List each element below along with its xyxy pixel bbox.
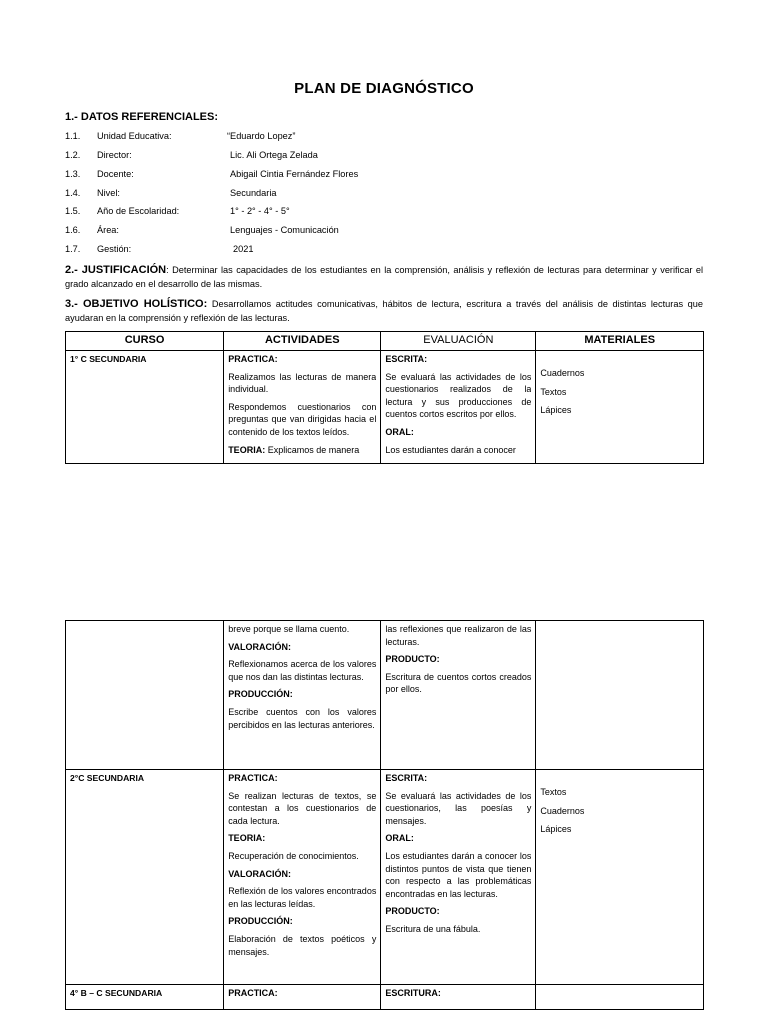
ref-num: 1.7. <box>65 244 81 254</box>
datos-heading: 1.- DATOS REFERENCIALES: <box>65 111 218 123</box>
ref-label: Docente: <box>97 169 134 179</box>
evaluacion-cell <box>381 770 536 985</box>
curso-cell <box>66 770 224 985</box>
teoria-line <box>228 444 376 457</box>
produccion-label: PRODUCCIÓN: <box>228 689 293 700</box>
activity-text: Elaboración de textos poéticos y mensajes. <box>228 933 377 957</box>
ref-label: Director: <box>97 150 132 160</box>
activity-text: breve porque se llama cuento. <box>228 624 350 634</box>
ref-num: 1.5. <box>65 206 81 216</box>
objetivo-text: Desarrollamos actitudes comunicativas, hábitos de lectura, escritura a través del análisis de distintas lecturas que ayudaran en la comprensión y reflexión de las lecturas. <box>65 299 703 323</box>
ref-num: 1.3. <box>65 169 81 179</box>
escrita-label: ESCRITA: <box>385 773 428 783</box>
header-actividades: ACTIVIDADES <box>224 332 381 351</box>
ref-num: 1.2. <box>65 150 81 160</box>
oral-label: ORAL: <box>385 426 414 437</box>
escrita-label: ESCRITA: <box>385 354 428 364</box>
ref-label: Gestión: <box>97 244 132 254</box>
curso-label: 4° B – C SECUNDARIA <box>70 988 163 998</box>
curso-cell <box>66 351 224 464</box>
justificacion-heading: 2.- JUSTIFICACIÓN <box>65 264 167 276</box>
activity-text: Reflexión de los valores encontrados en las lecturas leídas. <box>228 886 377 909</box>
activity-text: Explicamos de manera <box>265 444 360 455</box>
ref-value: 1° - 2° - 4° - 5° <box>230 206 290 216</box>
actividades-cell <box>224 770 381 985</box>
producto-label: PRODUCTO: <box>385 906 440 917</box>
actividades-cell <box>224 621 381 770</box>
ref-value: “Eduardo Lopez” <box>227 131 296 141</box>
ref-row <box>65 225 725 239</box>
curso-cell <box>66 621 224 770</box>
produccion-label: PRODUCCIÓN: <box>228 916 293 927</box>
justificacion-paragraph <box>65 263 703 291</box>
ref-label: Área: <box>97 225 119 235</box>
evaluation-text: Los estudiantes darán a conocer <box>385 444 516 455</box>
evaluacion-cell <box>381 351 536 464</box>
table-row <box>66 621 704 770</box>
table-row <box>66 351 704 464</box>
ref-value: Lic. Ali Ortega Zelada <box>230 150 318 160</box>
curso-cell <box>66 985 224 1010</box>
materiales-cell <box>536 351 704 464</box>
evaluation-text: Escritura de cuentos cortos creados por ellos. <box>385 671 532 695</box>
header-curso: CURSO <box>66 332 224 351</box>
table-header-row <box>66 332 704 351</box>
material-item: Cuadernos <box>540 805 585 816</box>
evaluation-text: Se evaluará las actividades de los cuestionarios, las poesías y mensajes. <box>385 790 532 826</box>
practica-label: PRACTICA: <box>228 988 278 998</box>
table-row <box>66 770 704 985</box>
curso-label: 2°C SECUNDARIA <box>70 773 145 783</box>
teoria-label: TEORIA: <box>228 833 266 844</box>
materiales-cell <box>536 621 704 770</box>
valoracion-label: VALORACIÓN: <box>228 868 292 879</box>
escritura-label: ESCRITURA: <box>385 988 441 998</box>
header-materiales: MATERIALES <box>536 332 704 351</box>
evaluacion-cell <box>381 621 536 770</box>
material-item: Cuadernos <box>540 368 585 378</box>
curso-label: 1° C SECUNDARIA <box>70 354 147 364</box>
teoria-label: TEORIA: <box>228 444 266 455</box>
ref-row <box>65 188 725 202</box>
ref-row <box>65 131 725 145</box>
oral-label: ORAL: <box>385 833 414 844</box>
ref-label: Unidad Educativa: <box>97 131 172 141</box>
activity-text: Respondemos cuestionarios con preguntas que van dirigidas hacia el contenido de los textos leídos. <box>228 401 377 437</box>
activity-text: Recuperación de conocimientos. <box>228 850 359 861</box>
justificacion-text: : Determinar las capacidades de los estudiantes en la comprensión, análisis y reflexión de lecturas para determinar y verificar el grado alcanzado en el desarrollo de las mismas. <box>65 265 703 289</box>
evaluation-text: Escritura de una fábula. <box>385 923 481 934</box>
material-item: Textos <box>540 386 567 397</box>
objetivo-paragraph <box>65 297 703 325</box>
material-item: Lápices <box>540 824 572 835</box>
ref-value: Lenguajes - Comunicación <box>230 225 339 235</box>
materiales-cell <box>536 770 704 985</box>
material-item: Lápices <box>540 405 572 416</box>
ref-label: Nivel: <box>97 188 120 198</box>
evaluation-text: Se evaluará las actividades de los cuestionarios realizados de la lectura y sus producciones de cuentos cortos escritos por ellos. <box>385 371 532 420</box>
ref-row <box>65 206 725 220</box>
header-evaluacion: EVALUACIÓN <box>381 332 536 351</box>
actividades-cell <box>224 985 381 1010</box>
ref-value: Abigail Cintia Fernández Flores <box>230 169 359 179</box>
material-item: Textos <box>540 787 567 797</box>
practica-label: PRACTICA: <box>228 354 278 364</box>
page-title: PLAN DE DIAGNÓSTICO <box>294 80 474 97</box>
evaluation-text: las reflexiones que realizaron de las lecturas. <box>385 624 532 647</box>
ref-value: Secundaria <box>230 188 277 198</box>
actividades-cell <box>224 351 381 464</box>
ref-row <box>65 169 725 183</box>
evaluacion-cell <box>381 985 536 1010</box>
ref-label: Año de Escolaridad: <box>97 206 180 216</box>
materiales-cell <box>536 985 704 1010</box>
plan-table-part-1 <box>65 331 704 464</box>
activity-text: Reflexionamos acerca de los valores que nos dan las distintas lecturas. <box>228 659 377 682</box>
objetivo-heading: 3.- OBJETIVO HOLÍSTICO: <box>65 298 208 310</box>
ref-value: 2021 <box>233 244 254 254</box>
valoracion-label: VALORACIÓN: <box>228 641 292 652</box>
table-row <box>66 985 704 1010</box>
practica-label: PRACTICA: <box>228 773 278 783</box>
activity-text: Se realizan lecturas de textos, se contestan a los cuestionarios de cada lectura. <box>228 790 377 826</box>
ref-row <box>65 150 725 164</box>
evaluation-text: Los estudiantes darán a conocer los distintos puntos de vista que tienen con respecto a las problemáticas encontradas en las lecturas. <box>385 850 532 899</box>
producto-label: PRODUCTO: <box>385 654 440 665</box>
ref-num: 1.1. <box>65 131 81 141</box>
ref-row <box>65 244 725 258</box>
activity-text: Realizamos las lecturas de manera individual. <box>228 371 377 395</box>
ref-num: 1.6. <box>65 225 81 235</box>
activity-text: Escribe cuentos con los valores percibidos en las lecturas anteriores. <box>228 706 377 730</box>
plan-table-part-2 <box>65 620 704 1010</box>
ref-num: 1.4. <box>65 188 81 198</box>
